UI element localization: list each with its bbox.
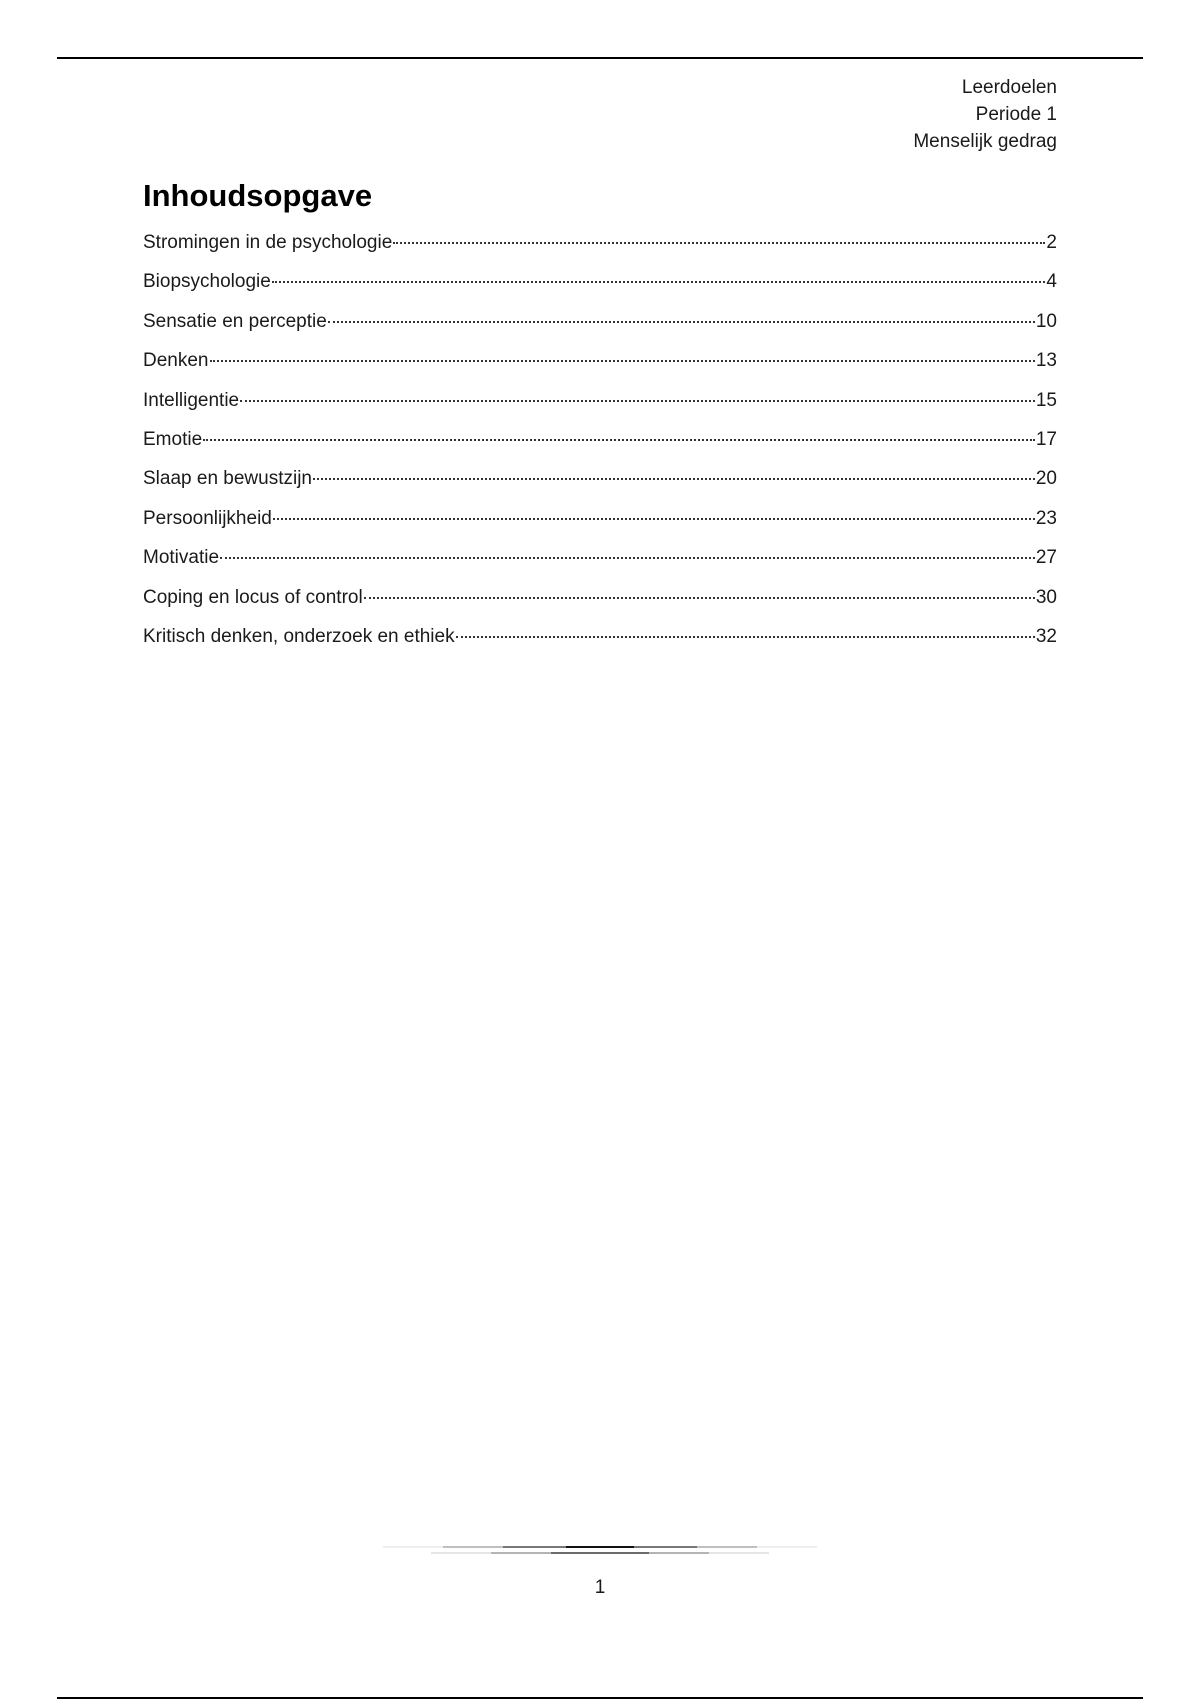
toc-entry-slaap[interactable] <box>143 462 1057 501</box>
toc-dot-leader <box>272 281 1046 283</box>
toc-entry-page: 10 <box>1035 310 1057 332</box>
toc-dot-leader <box>220 557 1035 559</box>
toc-dot-leader <box>313 478 1035 480</box>
toc-entry-intelligentie[interactable] <box>143 384 1057 423</box>
toc-entry-page: 30 <box>1035 586 1057 608</box>
toc-dot-leader <box>203 439 1035 441</box>
toc-entry-denken[interactable] <box>143 344 1057 383</box>
toc-entry-stromingen[interactable] <box>143 226 1057 265</box>
header-line-3: Menselijk gedrag <box>913 131 1057 152</box>
toc-entry-page: 23 <box>1035 507 1057 529</box>
toc-entry-emotie[interactable] <box>143 423 1057 462</box>
toc-entry-label: Denken <box>143 350 209 372</box>
toc-dot-leader <box>210 360 1035 362</box>
toc-entry-label: Sensatie en perceptie <box>143 310 327 332</box>
header-line-2: Periode 1 <box>975 104 1057 125</box>
toc-entry-page: 13 <box>1035 350 1057 372</box>
toc-entry-persoonlijkheid[interactable] <box>143 502 1057 541</box>
toc-dot-leader <box>240 400 1035 402</box>
toc-entry-label: Intelligentie <box>143 389 240 411</box>
toc-entry-label: Coping en locus of control <box>143 586 363 608</box>
footer-page-number: 1 <box>594 1577 606 1598</box>
document-header <box>913 74 1057 155</box>
toc-entry-biopsychologie[interactable] <box>143 265 1057 304</box>
toc-entry-motivatie[interactable] <box>143 541 1057 580</box>
page-border-top <box>57 57 1143 59</box>
toc-entry-page: 17 <box>1035 428 1057 450</box>
toc-dot-leader <box>273 518 1035 520</box>
toc-entry-page: 4 <box>1046 271 1057 293</box>
toc-entry-label: Persoonlijkheid <box>143 507 272 529</box>
page-border-bottom <box>57 1697 1143 1699</box>
toc-entry-label: Motivatie <box>143 547 220 569</box>
toc-title: Inhoudsopgave <box>143 178 373 213</box>
toc-entry-sensatie[interactable] <box>143 305 1057 344</box>
toc-entry-label: Slaap en bewustzijn <box>143 468 312 490</box>
toc-entry-label: Emotie <box>143 428 203 450</box>
toc-entry-page: 20 <box>1035 468 1057 490</box>
table-of-contents <box>143 226 1057 659</box>
toc-entry-page: 27 <box>1035 547 1057 569</box>
toc-entry-page: 15 <box>1035 389 1057 411</box>
header-line-1: Leerdoelen <box>961 77 1057 98</box>
toc-entry-label: Kritisch denken, onderzoek en ethiek <box>143 625 455 647</box>
toc-dot-leader <box>393 242 1045 244</box>
toc-entry-label: Stromingen in de psychologie <box>143 232 393 253</box>
toc-entry-label: Biopsychologie <box>143 271 271 293</box>
toc-dot-leader <box>456 636 1035 638</box>
footer-decorative-rule <box>383 1544 817 1556</box>
toc-dot-leader <box>364 597 1035 599</box>
toc-entry-kritisch-denken[interactable] <box>143 620 1057 659</box>
toc-dot-leader <box>328 321 1035 323</box>
toc-entry-page: 2 <box>1046 232 1057 253</box>
toc-entry-page: 32 <box>1035 625 1057 647</box>
toc-entry-coping[interactable] <box>143 581 1057 620</box>
